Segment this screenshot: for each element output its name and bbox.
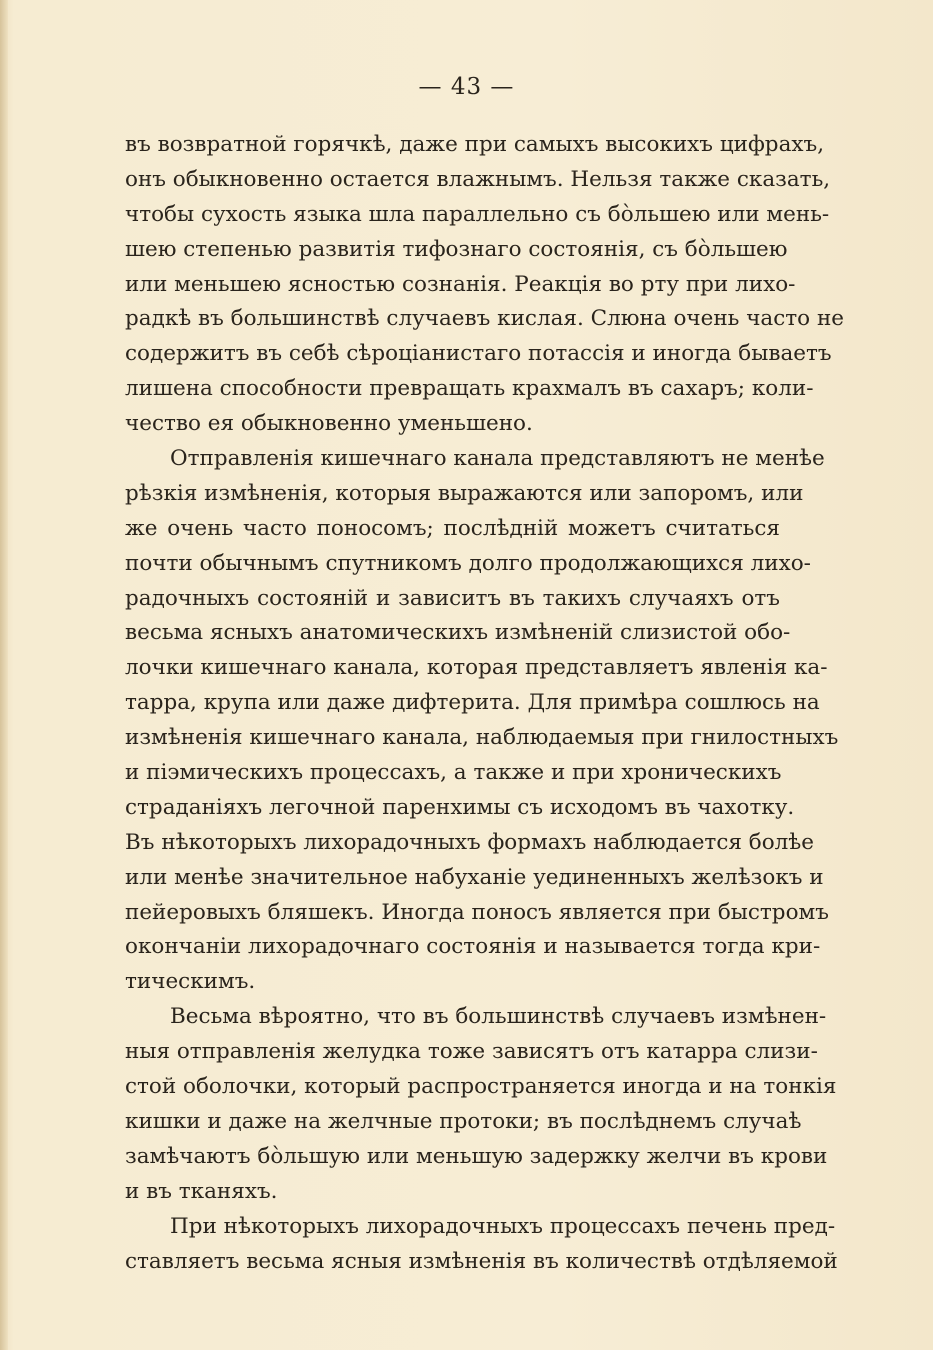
text-line: шею степенью развитія тифознаго состоянія, съ бо̀льшею bbox=[125, 236, 788, 262]
text-line: лишена способности превращать крахмалъ въ сахаръ; коли- bbox=[125, 376, 814, 402]
text-line: рѣзкія измѣненія, которыя выражаются или запоромъ, или bbox=[125, 480, 804, 506]
text-line: окончаніи лихорадочнаго состоянія и называется тогда кри- bbox=[125, 934, 821, 960]
text-line: онъ обыкновенно остается влажнымъ. Нельзя также сказать, bbox=[125, 166, 831, 192]
text-line: кишки и даже на желчные протоки; въ послѣднемъ случаѣ bbox=[125, 1108, 802, 1134]
text-line: замѣчаютъ бо̀льшую или меньшую задержку желчи въ крови bbox=[125, 1143, 828, 1169]
text-line: радочныхъ состояній и зависитъ въ такихъ случаяхъ отъ bbox=[125, 585, 780, 611]
text-line: Отправленія кишечнаго канала представляютъ не менѣе bbox=[170, 446, 825, 472]
text-line: чтобы сухость языка шла параллельно съ бо̀льшею или мень- bbox=[125, 201, 830, 227]
text-line: лочки кишечнаго канала, которая представляетъ явленія ка- bbox=[125, 655, 828, 681]
text-line: или меньшею ясностью сознанія. Реакція во рту при лихо- bbox=[125, 271, 796, 297]
body-text bbox=[125, 128, 845, 1279]
text-line: въ возвратной горячкѣ, даже при самыхъ высокихъ цифрахъ, bbox=[125, 132, 825, 157]
text-line: ставляетъ весьма ясныя измѣненія въ количествѣ отдѣляемой bbox=[125, 1248, 838, 1274]
text-line: же очень часто поносомъ; послѣдній можетъ считаться bbox=[125, 515, 780, 541]
text-line: измѣненія кишечнаго канала, наблюдаемыя при гнилостныхъ bbox=[125, 725, 839, 751]
text-line: При нѣкоторыхъ лихорадочныхъ процессахъ печень пред- bbox=[170, 1213, 836, 1239]
text-line: чество ея обыкновенно уменьшено. bbox=[125, 411, 533, 437]
text-line: радкѣ въ большинствѣ случаевъ кислая. Слюна очень часто не bbox=[125, 306, 845, 332]
text-line: и въ тканяхъ. bbox=[125, 1178, 278, 1204]
page-edge bbox=[0, 0, 8, 1350]
text-line: или менѣе значительное набуханіе уединенныхъ желѣзокъ и bbox=[125, 864, 824, 890]
text-line: почти обычнымъ спутникомъ долго продолжающихся лихо- bbox=[125, 550, 811, 576]
text-line: Весьма вѣроятно, что въ большинствѣ случаевъ измѣнен- bbox=[170, 1004, 827, 1030]
page-number: — 43 — bbox=[418, 74, 515, 100]
text-line: тарра, крупа или даже дифтерита. Для примѣра сошлюсь на bbox=[125, 690, 820, 716]
text-line: Въ нѣкоторыхъ лихорадочныхъ формахъ наблюдается болѣе bbox=[125, 829, 814, 855]
text-line: страданіяхъ легочной паренхимы съ исходомъ въ чахотку. bbox=[125, 794, 795, 820]
text-line: стой оболочки, который распространяется иногда и на тонкія bbox=[125, 1074, 837, 1100]
text-line: ныя отправленія желудка тоже зависятъ отъ катарра слизи- bbox=[125, 1039, 818, 1065]
text-line: содержитъ въ себѣ сѣроціанистаго потассія и иногда бываетъ bbox=[125, 341, 832, 367]
text-line: и піэмическихъ процессахъ, а также и при хроническихъ bbox=[125, 760, 782, 786]
text-line: весьма ясныхъ анатомическихъ измѣненій слизистой обо- bbox=[125, 620, 791, 646]
text-line: тическимъ. bbox=[125, 969, 256, 995]
text-line: пейеровыхъ бляшекъ. Иногда поносъ является при быстромъ bbox=[125, 899, 829, 925]
